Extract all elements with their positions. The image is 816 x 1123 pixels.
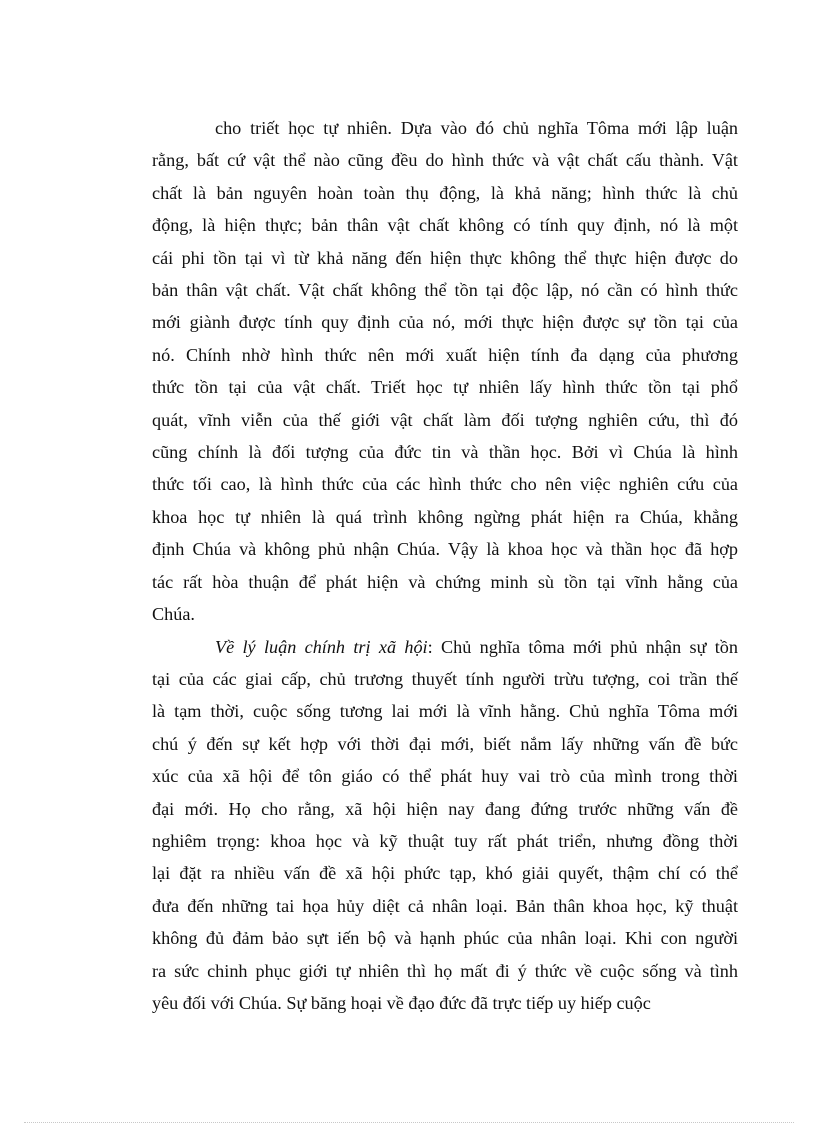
text-line: mới giành được tính quy định của nó, mới thực hiện được sự tồn tại của: [152, 312, 738, 333]
text-line: rằng, bất cứ vật thể nào cũng đều do hình thức và vật chất cấu thành. Vật: [152, 150, 738, 171]
text-line: [152, 631, 738, 663]
paragraph-2: [152, 631, 738, 1020]
text-line: tác rất hòa thuận để phát hiện và chứng minh sù tồn tại vĩnh hằng của: [152, 571, 738, 592]
text-line-rest: : Chủ nghĩa tôma mới phủ nhận sự tồn: [427, 636, 738, 657]
text-line: Chúa.: [152, 604, 195, 625]
text-line: cái phi tồn tại vì từ khả năng đến hiện thực không thể thực hiện được do: [152, 247, 738, 268]
paragraph-1: [152, 112, 738, 631]
text-line: cho triết học tự nhiên. Dựa vào đó chủ nghĩa Tôma mới lập luận: [215, 118, 738, 138]
text-line: định Chúa và không phủ nhận Chúa. Vậy là khoa học và thần học đã hợp: [152, 539, 738, 560]
text-line: nó. Chính nhờ hình thức nên mới xuất hiện tính đa dạng của phương: [152, 344, 738, 365]
text-line: thức tồn tại của vật chất. Triết học tự nhiên lấy hình thức tồn tại phổ: [152, 377, 738, 398]
text-line: yêu đối với Chúa. Sự băng hoại về đạo đức đã trực tiếp uy hiếp cuộc: [152, 992, 651, 1013]
text-line: động, là hiện thực; bản thân vật chất không có tính quy định, nó là một: [152, 215, 738, 236]
body-text: [152, 112, 738, 1019]
text-line: lại đặt ra nhiều vấn đề xã hội phức tạp, khó giải quyết, thậm chí có thể: [152, 863, 738, 884]
text-line: đại mới. Họ cho rằng, xã hội hiện nay đang đứng trước những vấn đề: [152, 798, 738, 819]
text-line: xúc của xã hội để tôn giáo có thể phát huy vai trò của mình trong thời: [152, 766, 738, 787]
text-line: bản thân vật chất. Vật chất không thể tồn tại độc lập, nó cần có hình thức: [152, 280, 738, 301]
text-line: khoa học tự nhiên là quá trình không ngừng phát hiện ra Chúa, khẳng: [152, 506, 738, 527]
text-line: đưa đến những tai họa hủy diệt cả nhân loại. Bản thân khoa học, kỹ thuật: [152, 895, 738, 916]
text-line: nghiêm trọng: khoa học và kỹ thuật tuy rất phát triển, nhưng đồng thời: [152, 830, 738, 851]
text-line: chất là bản nguyên hoàn toàn thụ động, là khả năng; hình thức là chủ: [152, 182, 738, 203]
text-line: tại của các giai cấp, chủ trương thuyết tính người trừu tượng, coi trần thế: [152, 668, 738, 689]
text-line: chú ý đến sự kết hợp với thời đại mới, biết nắm lấy những vấn đề bức: [152, 733, 738, 754]
text-line: thức tối cao, là hình thức của các hình thức cho nên việc nghiên cứu của: [152, 474, 738, 495]
section-heading: Về lý luận chính trị xã hội: [215, 636, 428, 657]
text-line: cũng chính là đối tượng của đức tin và thần học. Bởi vì Chúa là hình: [152, 442, 738, 463]
text-line: ra sức chinh phục giới tự nhiên thì họ mất đi ý thức về cuộc sống và tình: [152, 960, 738, 981]
text-line: là tạm thời, cuộc sống tương lai mới là vĩnh hằng. Chủ nghĩa Tôma mới: [152, 701, 738, 722]
text-line: không đủ đảm bảo sựt iến bộ và hạnh phúc của nhân loại. Khi con người: [152, 928, 738, 949]
text-line: quát, vĩnh viễn của thế giới vật chất làm đối tượng nghiên cứu, thì đó: [152, 409, 738, 430]
